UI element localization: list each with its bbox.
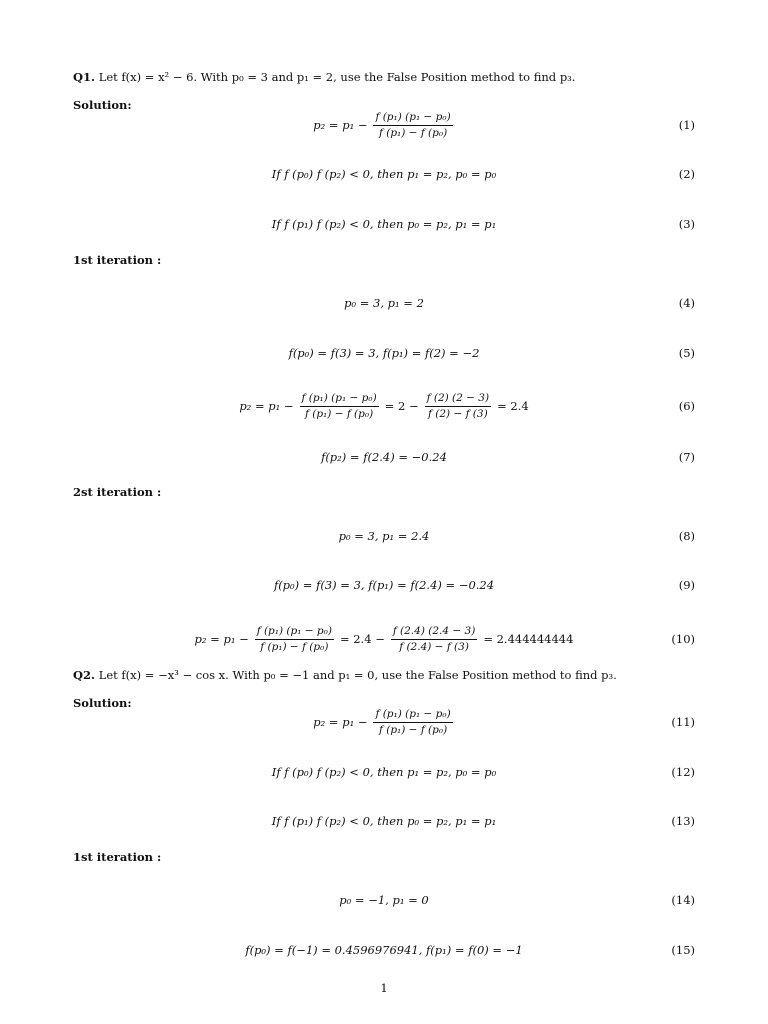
eq12-text: If f (p₀) f (p₂) < 0, then p₁ = p₂, p₀ = p₀: [271, 765, 497, 779]
equation-13: [73, 807, 695, 835]
q2-text: Let f(x) = −x³ − cos x. With p₀ = −1 and p₁ = 0, use the False Position method to find p₃.: [98, 668, 617, 682]
q1-iteration-2-heading: 2st iteration :: [73, 485, 162, 499]
eq8-text: p₀ = 3, p₁ = 2.4: [338, 529, 430, 543]
eq3-text: If f (p₁) f (p₂) < 0, then p₀ = p₂, p₁ = p₁: [271, 217, 497, 231]
eq14-text: p₀ = −1, p₁ = 0: [339, 893, 429, 907]
eq2-text: If f (p₀) f (p₂) < 0, then p₁ = p₂, p₀ = p₀: [271, 167, 497, 181]
eq11-fraction: [373, 708, 452, 737]
eq1-number: (1): [678, 118, 695, 132]
eq10-numerator-2: f (2.4) (2.4 − 3): [391, 625, 478, 640]
q1-text: Let f(x) = x² − 6. With p₀ = 3 and p₁ = 2, use the False Position method to find p₃.: [98, 70, 576, 84]
equation-3: [73, 210, 695, 238]
eq11-lhs: p₂ = p₁ −: [313, 715, 368, 729]
page-number: 1: [380, 981, 388, 995]
q2-label: Q2.: [73, 668, 96, 682]
equation-7: [73, 443, 695, 471]
eq10-denominator-2: f (2.4) − f (3): [399, 640, 469, 653]
eq11-number: (11): [671, 715, 695, 729]
eq6-result: = 2.4: [497, 399, 529, 413]
eq6-fraction-1: [300, 392, 379, 421]
eq13-text: If f (p₁) f (p₂) < 0, then p₀ = p₂, p₁ = p₁: [271, 814, 497, 828]
equation-10: [73, 625, 695, 653]
equation-8: [73, 522, 695, 550]
equation-4: [73, 289, 695, 317]
eq5-number: (5): [678, 346, 695, 360]
eq10-result: = 2.444444444: [483, 632, 574, 646]
eq1-lhs: p₂ = p₁ −: [313, 118, 368, 132]
q2-solution-heading: Solution:: [73, 696, 132, 710]
eq6-numerator-2: f (2) (2 − 3): [425, 392, 491, 407]
eq2-number: (2): [678, 167, 695, 181]
eq6-middle: = 2 −: [384, 399, 419, 413]
eq6-fraction-2: [425, 392, 491, 421]
eq10-fraction-2: [391, 625, 478, 654]
q1-label: Q1.: [73, 70, 96, 84]
eq6-lhs: p₂ = p₁ −: [239, 399, 294, 413]
equation-2: [73, 160, 695, 188]
eq7-number: (7): [678, 450, 695, 464]
equation-1: [73, 111, 695, 139]
eq4-text: p₀ = 3, p₁ = 2: [344, 296, 424, 310]
eq10-number: (10): [671, 632, 695, 646]
eq10-numerator-1: f (p₁) (p₁ − p₀): [255, 625, 334, 640]
q1-solution-heading: Solution:: [73, 98, 132, 112]
eq13-number: (13): [671, 814, 695, 828]
eq11-numerator: f (p₁) (p₁ − p₀): [373, 708, 452, 723]
eq9-text: f(p₀) = f(3) = 3, f(p₁) = f(2.4) = −0.24: [273, 578, 495, 592]
q2-statement: [73, 667, 695, 683]
eq12-number: (12): [671, 765, 695, 779]
eq9-number: (9): [678, 578, 695, 592]
equation-12: [73, 758, 695, 786]
eq10-lhs: p₂ = p₁ −: [194, 632, 249, 646]
eq15-text: f(p₀) = f(−1) = 0.4596976941, f(p₁) = f(0) = −1: [245, 943, 523, 957]
eq14-number: (14): [671, 893, 695, 907]
q2-iteration-1-heading: 1st iteration :: [73, 850, 162, 864]
q1-iteration-1-heading: 1st iteration :: [73, 253, 162, 267]
eq10-denominator-1: f (p₁) − f (p₀): [260, 640, 329, 653]
eq6-number: (6): [678, 399, 695, 413]
equation-11: [73, 708, 695, 736]
eq7-text: f(p₂) = f(2.4) = −0.24: [321, 450, 447, 464]
eq10-middle: = 2.4 −: [339, 632, 385, 646]
equation-9: [73, 571, 695, 599]
eq6-numerator-1: f (p₁) (p₁ − p₀): [300, 392, 379, 407]
eq3-number: (3): [678, 217, 695, 231]
equation-15: [73, 936, 695, 964]
q1-statement: [73, 69, 695, 85]
eq11-denominator: f (p₁) − f (p₀): [379, 723, 448, 736]
equation-6: [73, 392, 695, 420]
equation-14: [73, 886, 695, 914]
eq5-text: f(p₀) = f(3) = 3, f(p₁) = f(2) = −2: [288, 346, 480, 360]
equation-5: [73, 339, 695, 367]
eq10-fraction-1: [255, 625, 334, 654]
eq15-number: (15): [671, 943, 695, 957]
eq1-numerator: f (p₁) (p₁ − p₀): [373, 111, 452, 126]
eq8-number: (8): [678, 529, 695, 543]
eq6-denominator-2: f (2) − f (3): [428, 407, 488, 420]
eq4-number: (4): [678, 296, 695, 310]
eq1-fraction: [373, 111, 452, 140]
eq1-denominator: f (p₁) − f (p₀): [379, 126, 448, 139]
eq6-denominator-1: f (p₁) − f (p₀): [305, 407, 374, 420]
